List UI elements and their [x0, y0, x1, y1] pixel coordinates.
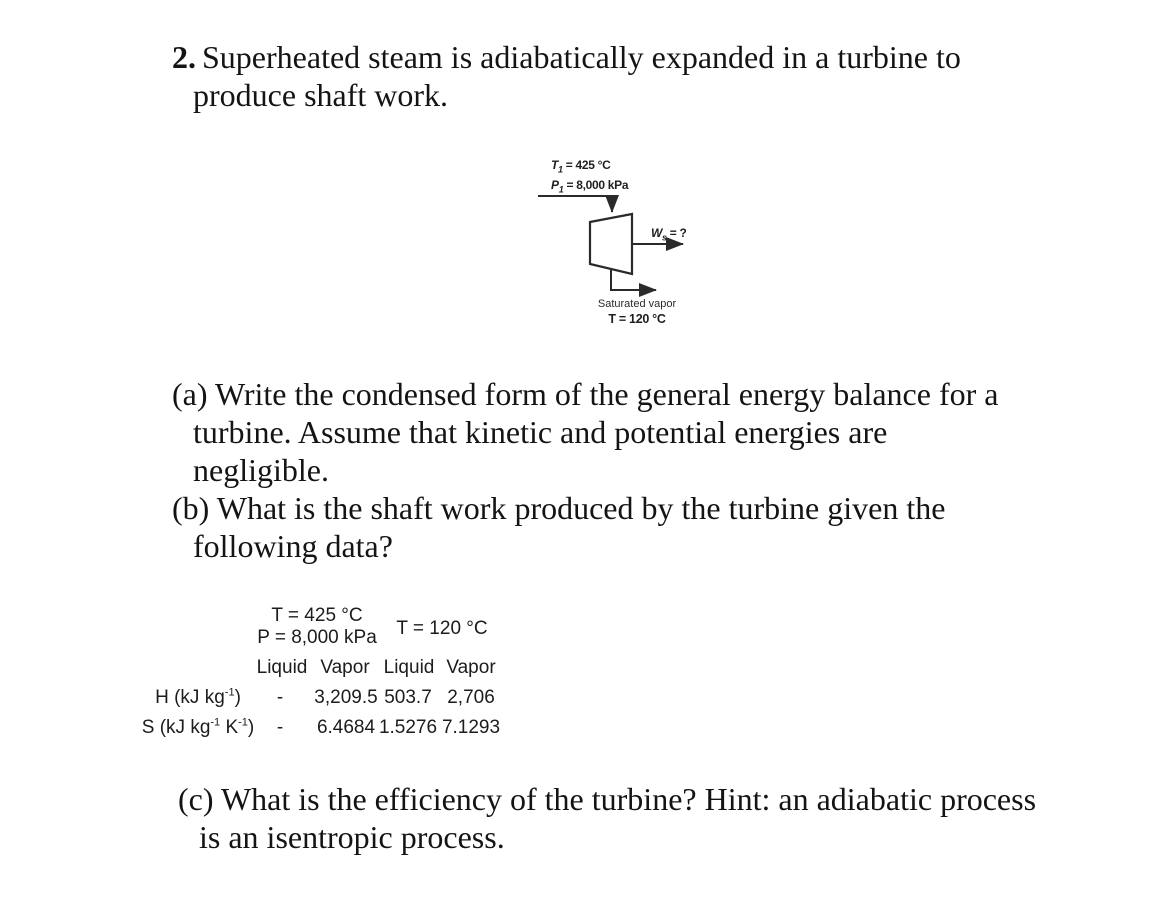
question-c-line-2: is an isentropic process.: [199, 819, 505, 855]
question-a-line-3: negligible.: [193, 452, 329, 488]
problem-statement: [172, 38, 961, 114]
problem-statement-line-2: produce shaft work.: [193, 77, 449, 113]
table-subheader-liquid-2: Liquid: [383, 657, 435, 678]
table-cell-s-vapor1: 6.4684: [316, 717, 376, 738]
shaft-work-label: $W_s$ = ?: [651, 226, 687, 243]
state1-pressure: P = 8,000 kPa: [257, 627, 377, 648]
outlet-pipe-arrow: [611, 270, 656, 290]
outlet-temperature-label: T = 120 °C: [608, 312, 666, 326]
table-row-label-entropy: S (kJ $kg^{-1}$ $K^{-1}$): [141, 716, 255, 738]
table-cell-h-liquid1: -: [276, 687, 284, 708]
question-c-line-1: (c) What is the efficiency of the turbine? Hint: an adiabatic process: [178, 781, 1037, 817]
table-subheader-liquid-1: Liquid: [256, 657, 308, 678]
table-subheader-vapor-2: Vapor: [446, 657, 496, 678]
table-cell-s-vapor2: 7.1293: [441, 717, 501, 738]
table-subheader-vapor-1: Vapor: [320, 657, 370, 678]
inlet-temperature-label: $T_1 = 425$ °C: [551, 158, 611, 175]
question-a-line-2: turbine. Assume that kinetic and potential energies are: [193, 414, 888, 450]
turbine-diagram: [535, 148, 720, 343]
question-b-line-1: (b) What is the shaft work produced by the turbine given the: [172, 490, 946, 526]
table-cell-s-liquid1: -: [276, 717, 284, 738]
outlet-phase-label: Saturated vapor: [597, 298, 677, 310]
problem-text: Superheated steam is adiabatically expanded in a turbine to: [202, 39, 961, 75]
table-row-label-enthalpy: H (kJ $kg^{-1}$): [155, 686, 241, 708]
inlet-pressure-label: $P_1 = 8,000$ kPa: [551, 178, 629, 195]
table-cell-h-liquid2: 503.7: [384, 687, 432, 708]
questions-a-b: [172, 375, 998, 565]
question-b-line-2: following data?: [193, 528, 393, 564]
outlet-conditions-label: [567, 298, 707, 327]
table-header-state1: [257, 605, 377, 649]
question-a-line-1: (a) Write the condensed form of the general energy balance for a: [172, 376, 999, 412]
state1-temperature: T = 425 °C: [271, 605, 363, 626]
table-cell-h-vapor1: 3,209.5: [314, 687, 378, 708]
table-cell-h-vapor2: 2,706: [447, 687, 495, 708]
problem-statement-line-1: [172, 38, 961, 76]
table-cell-s-liquid2: 1.5276: [378, 717, 438, 738]
inlet-pipe-arrow: [538, 196, 612, 212]
table-header-state2: T = 120 °C: [396, 618, 488, 639]
turbine-body: [590, 214, 632, 274]
inlet-conditions-label: [551, 155, 628, 195]
question-c: [178, 780, 1036, 856]
problem-number: 2.: [172, 39, 196, 75]
